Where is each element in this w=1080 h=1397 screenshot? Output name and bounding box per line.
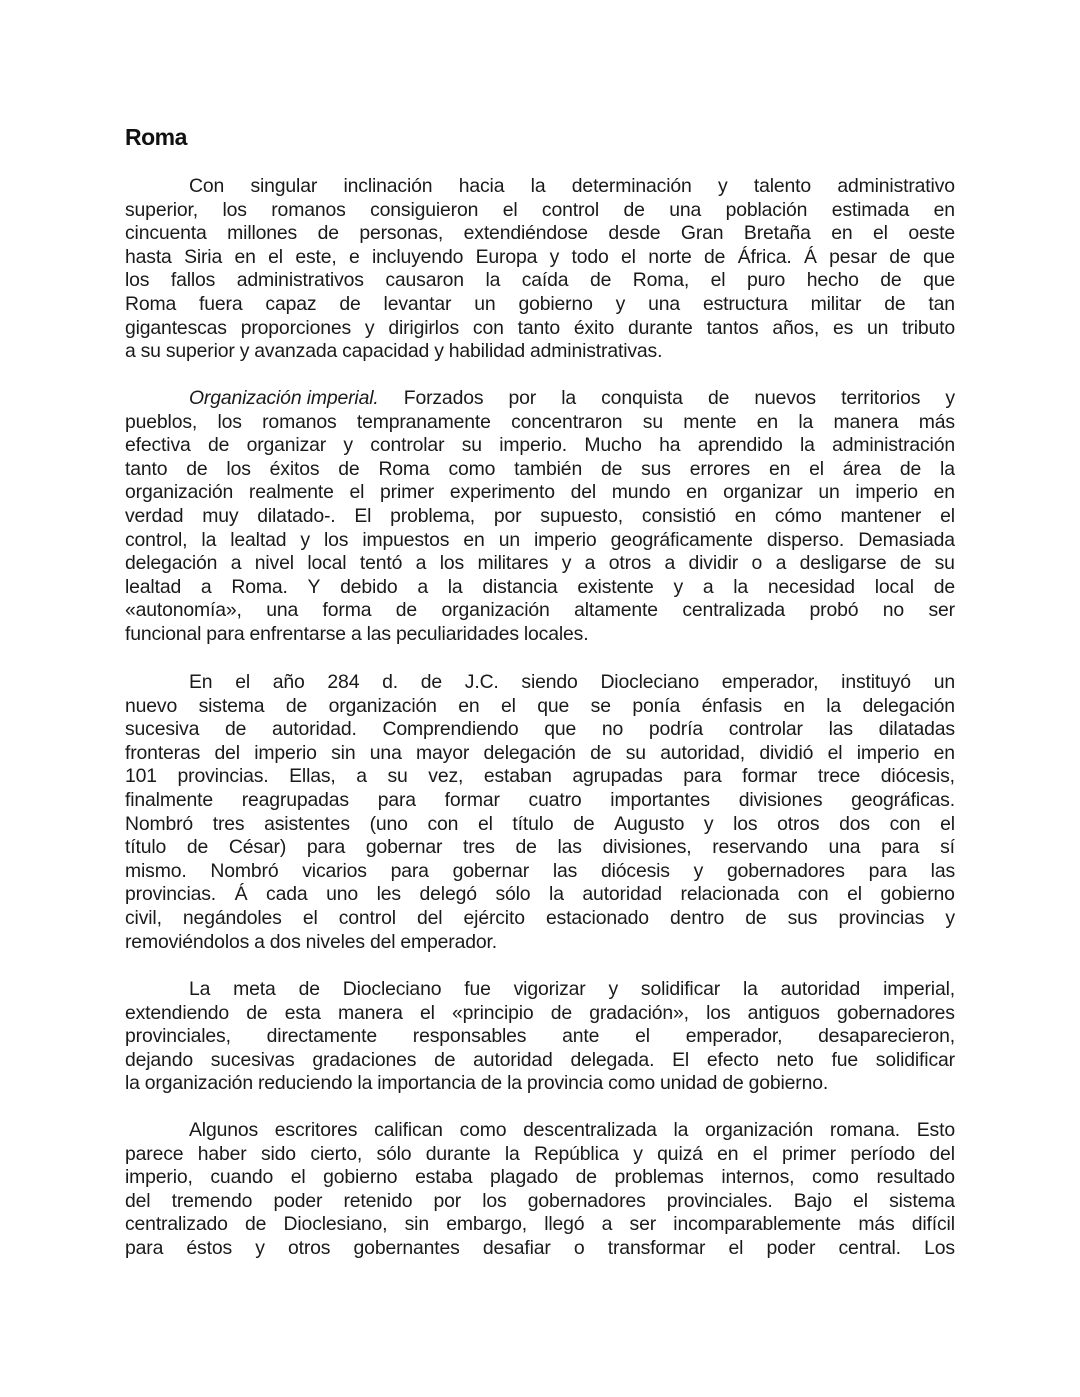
text-line: verdad muy dilatado-. El problema, por supuesto, consistió en cómo mantener el — [125, 504, 955, 527]
text-line: 101 provincias. Ellas, a su vez, estaban agrupadas para formar trece diócesis, — [125, 765, 955, 788]
text-line: La meta de Diocleciano fue vigorizar y solidificar la autoridad imperial, — [189, 978, 955, 1000]
text-line: nuevo sistema de organización en el que se ponía énfasis en la delegación — [125, 694, 955, 717]
text-line: cincuenta millones de personas, extendiéndose desde Gran Bretaña en el oeste — [125, 222, 955, 245]
text-line: para éstos y otros gobernantes desafiar o transformar el poder central. Los — [125, 1236, 955, 1259]
text-line: control, la lealtad y los impuestos en un imperio geográficamente disperso. Demasiada — [125, 528, 955, 551]
text-line: En el año 284 d. de J.C. siendo Diocleciano emperador, instituyó un — [189, 671, 955, 693]
text-line: del tremendo poder retenido por los gobernadores provinciales. Bajo el sistema — [125, 1189, 955, 1212]
text-line: mismo. Nombró vicarios para gobernar las diócesis y gobernadores para las — [125, 859, 955, 882]
text-line: centralizado de Dioclesiano, sin embargo, llegó a ser incomparablemente más difícil — [125, 1213, 955, 1236]
text-line: tanto de los éxitos de Roma como también de sus errores en el área de la — [125, 457, 955, 480]
text-line: gigantescas proporciones y dirigirlos con tanto éxito durante tantos años, es un tributo — [125, 316, 955, 339]
text-line: Nombró tres asistentes (uno con el título de Augusto y los otros dos con el — [125, 812, 955, 835]
section-title: Roma — [125, 124, 187, 150]
text-line: organización realmente el primer experimento del mundo en organizar un imperio en — [125, 481, 955, 504]
text-line: superior, los romanos consiguieron el control de una población estimada en — [125, 198, 955, 221]
text-line: Roma fuera capaz de levantar un gobierno y una estructura militar de tan — [125, 292, 955, 315]
text-line: finalmente reagrupadas para formar cuatro importantes divisiones geográficas. — [125, 788, 955, 811]
text-line: civil, negándoles el control del ejército estacionado dentro de sus provincias y — [125, 906, 955, 929]
paragraph-3 — [125, 671, 955, 954]
text-line: Algunos escritores califican como descentralizada la organización romana. Esto — [189, 1119, 955, 1141]
paragraph-4 — [125, 978, 955, 1096]
text-line: los fallos administrativos causaron la caída de Roma, el puro hecho de que — [125, 269, 955, 292]
text-line: parece haber sido cierto, sólo durante la República y quizá en el primer período del — [125, 1142, 955, 1165]
text-line: imperio, cuando el gobierno estaba plagado de problemas internos, como resultado — [125, 1166, 955, 1189]
text-line: efectiva de organizar y controlar su imperio. Mucho ha aprendido la administración — [125, 434, 955, 457]
text-line: Organización imperial. Forzados por la conquista de nuevos territorios y — [189, 387, 955, 409]
italic-lead-heading: Organización imperial. — [189, 387, 379, 409]
text-line: delegación a nivel local tentó a los militares y a otros a dividir o a desligarse de su — [125, 552, 955, 575]
text-line: funcional para enfrentarse a las peculiaridades locales. — [125, 622, 589, 645]
text-line: extendiendo de esta manera el «principio de gradación», los antiguos gobernadores — [125, 1001, 955, 1024]
text-line: removiéndolos a dos niveles del emperador. — [125, 930, 497, 953]
text-line: lealtad a Roma. Y debido a la distancia existente y a la necesidad local de — [125, 575, 955, 598]
text-line: título de César) para gobernar tres de las divisiones, reservando una para sí — [125, 836, 955, 859]
paragraph-5 — [125, 1119, 955, 1261]
text-line: dejando sucesivas gradaciones de autoridad delegada. El efecto neto fue solidificar — [125, 1048, 955, 1071]
text-line: provinciales, directamente responsables ante el emperador, desaparecieron, — [125, 1025, 955, 1048]
text-line: provincias. Á cada uno les delegó sólo la autoridad relacionada con el gobierno — [125, 883, 955, 906]
paragraph-2-organizacion-imperial — [125, 387, 955, 647]
text-line: fronteras del imperio sin una mayor delegación de su autoridad, dividió el imperio en — [125, 741, 955, 764]
text-line: pueblos, los romanos tempranamente concentraron su mente en la manera más — [125, 410, 955, 433]
text-line: Con singular inclinación hacia la determinación y talento administrativo — [189, 175, 955, 197]
text-line: a su superior y avanzada capacidad y habilidad administrativas. — [125, 340, 663, 363]
paragraph-1 — [125, 175, 955, 364]
text-line: la organización reduciendo la importancia de la provincia como unidad de gobierno. — [125, 1072, 829, 1095]
text-line: «autonomía», una forma de organización altamente centralizada probó no ser — [125, 599, 955, 622]
text-line: hasta Siria en el este, e incluyendo Europa y todo el norte de África. Á pesar de que — [125, 245, 955, 268]
text-line: sucesiva de autoridad. Comprendiendo que no podría controlar las dilatadas — [125, 718, 955, 741]
